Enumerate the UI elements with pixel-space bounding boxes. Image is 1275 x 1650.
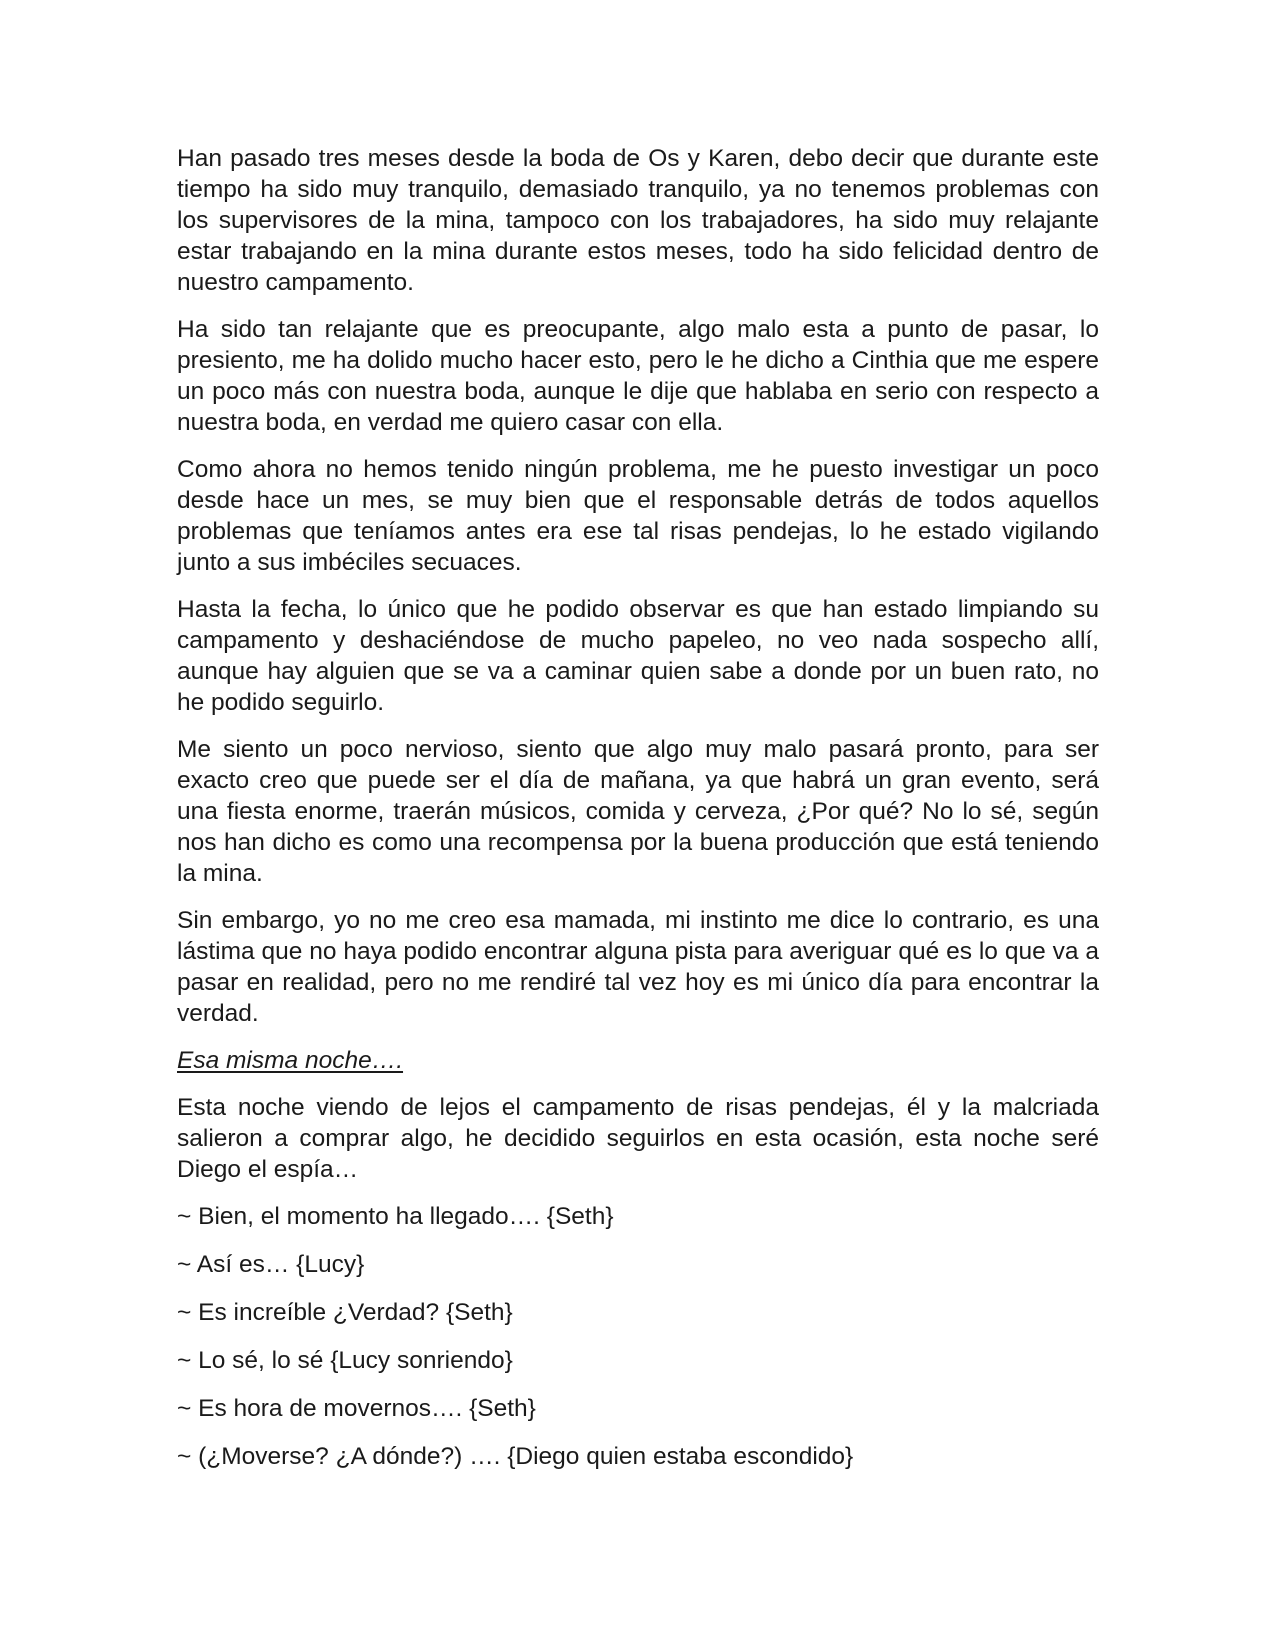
scene-heading: Esa misma noche….: [177, 1047, 404, 1074]
dialogue-line: ~ Bien, el momento ha llegado…. {Seth}: [177, 1203, 614, 1230]
document-page: [177, 143, 1099, 1489]
dialogue-line: ~ Es hora de movernos…. {Seth}: [177, 1395, 536, 1422]
dialogue-line: ~ Lo sé, lo sé {Lucy sonriendo}: [177, 1347, 513, 1374]
paragraph: Como ahora no hemos tenido ningún problema, me he puesto investigar un poco desde hace un mes, se muy bien que el responsable detrás de todos aquellos problemas que teníamos antes era ese tal risas pendejas, lo he estado vigilando junto a sus imbéciles secuaces.: [177, 456, 1099, 576]
paragraph: Sin embargo, yo no me creo esa mamada, mi instinto me dice lo contrario, es una lástima que no haya podido encontrar alguna pista para averiguar qué es lo que va a pasar en realidad, pero no me rendiré tal vez hoy es mi único día para encontrar la verdad.: [177, 907, 1099, 1027]
dialogue-line: ~ Así es… {Lucy}: [177, 1251, 365, 1278]
dialogue-line: ~ (¿Moverse? ¿A dónde?) …. {Diego quien estaba escondido}: [177, 1443, 854, 1470]
scene-paragraph: Esta noche viendo de lejos el campamento de risas pendejas, él y la malcriada salieron a comprar algo, he decidido seguirlos en esta ocasión, esta noche seré Diego el espía…: [177, 1094, 1099, 1183]
dialogue-line: ~ Es increíble ¿Verdad? {Seth}: [177, 1299, 513, 1326]
paragraph: Hasta la fecha, lo único que he podido observar es que han estado limpiando su campamento y deshaciéndose de mucho papeleo, no veo nada sospecho allí, aunque hay alguien que se va a caminar quien sabe a donde por un buen rato, no he podido seguirlo.: [177, 596, 1099, 716]
paragraph: Han pasado tres meses desde la boda de Os y Karen, debo decir que durante este tiempo ha sido muy tranquilo, demasiado tranquilo, ya no tenemos problemas con los supervisores de la mina, tampoco con los trabajadores, ha sido muy relajante estar trabajando en la mina durante estos meses, todo ha sido felicidad dentro de nuestro campamento.: [177, 145, 1099, 296]
paragraph: Me siento un poco nervioso, siento que algo muy malo pasará pronto, para ser exacto creo que puede ser el día de mañana, ya que habrá un gran evento, será una fiesta enorme, traerán músicos, comida y cerveza, ¿Por qué? No lo sé, según nos han dicho es como una recompensa por la buena producción que está teniendo la mina.: [177, 736, 1099, 887]
paragraph: Ha sido tan relajante que es preocupante, algo malo esta a punto de pasar, lo presiento, me ha dolido mucho hacer esto, pero le he dicho a Cinthia que me espere un poco más con nuestra boda, aunque le dije que hablaba en serio con respecto a nuestra boda, en verdad me quiero casar con ella.: [177, 316, 1099, 436]
